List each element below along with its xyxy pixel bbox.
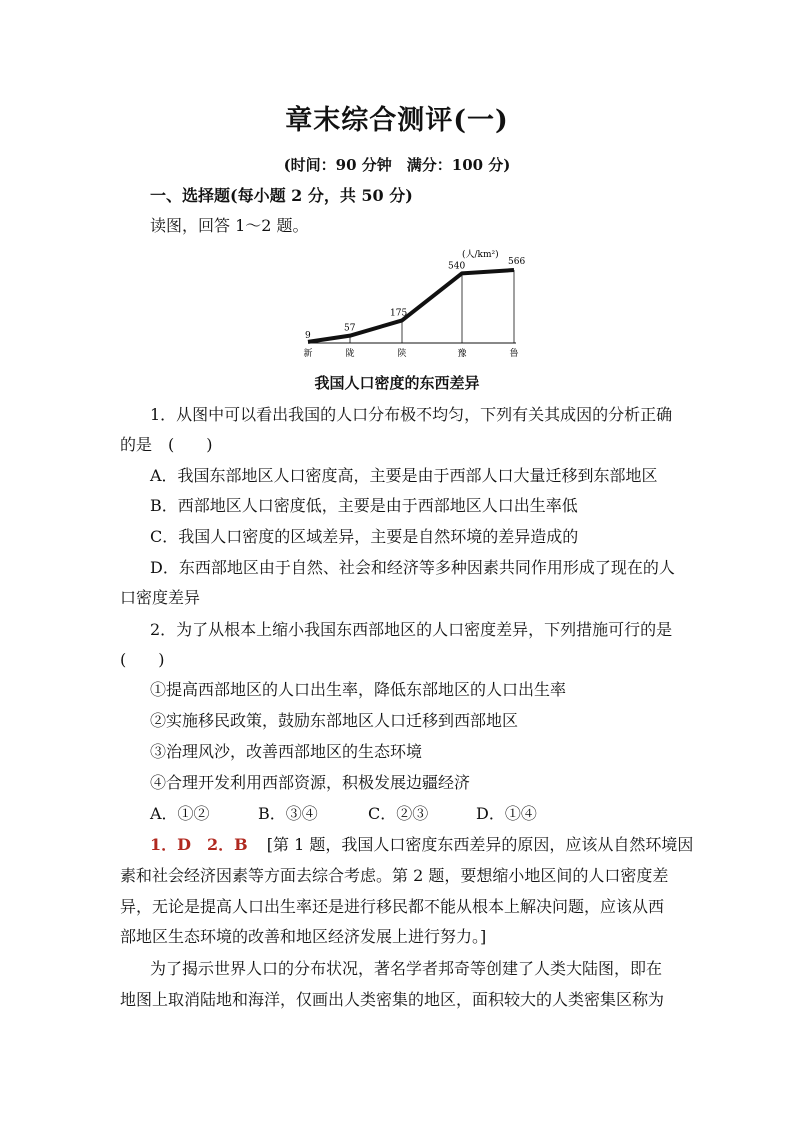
chart-caption: 我国人口密度的东西差异	[314, 374, 480, 392]
passage-line1: 为了揭示世界人口的分布状况，著名学者邦奇等创建了人类大陆图，即在	[150, 959, 663, 978]
q2-option-c: C．②③	[368, 804, 429, 823]
q2-item-4: ④合理开发利用西部资源，积极发展边疆经济	[150, 773, 471, 792]
q2-stem-line2: ( )	[120, 650, 165, 669]
page-title: 章末综合测评(一)	[285, 105, 509, 136]
data-label-4: 566	[508, 257, 526, 267]
answer-line1	[150, 834, 693, 856]
answer-explanation-line3: 异，无论是提高人口出生率还是进行移民都不能从根本上解决问题，应该从西	[120, 897, 665, 916]
population-density-chart	[300, 244, 536, 364]
answer-explanation-line2: 素和社会经济因素等方面去综合考虑。第 2 题，要想缩小地区间的人口密度差	[120, 866, 669, 885]
q1-stem-line1: 1．从图中可以看出我国的人口分布极不均匀，下列有关其成因的分析正确	[150, 405, 673, 424]
q2-option-b: B．③④	[258, 804, 318, 823]
category-label-1: 陇	[345, 349, 355, 359]
q1-option-c: C．我国人口密度的区域差异，主要是自然环境的差异造成的	[150, 527, 579, 546]
answer-key: 1．D 2．B	[150, 835, 248, 854]
q1-option-d-line1: D．东西部地区由于自然、社会和经济等多种因素共同作用形成了现在的人	[150, 558, 675, 577]
passage-line2: 地图上取消陆地和海洋，仅画出人类密集的地区，面积较大的人类密集区称为	[120, 990, 665, 1009]
category-label-2: 陕	[397, 349, 407, 359]
y-axis-label: (人/km²)	[462, 250, 499, 260]
q2-item-2: ②实施移民政策，鼓励东部地区人口迁移到西部地区	[150, 711, 519, 730]
q2-item-3: ③治理风沙，改善西部地区的生态环境	[150, 742, 423, 761]
page-subtitle: (时间：90 分钟 满分：100 分)	[283, 156, 511, 174]
q1-option-a: A．我国东部地区人口密度高，主要是由于西部人口大量迁移到东部地区	[150, 466, 658, 485]
data-label-1: 57	[344, 323, 356, 334]
density-series-line	[308, 270, 514, 342]
q1-option-d-line2: 口密度差异	[120, 588, 201, 607]
category-label-3: 豫	[457, 349, 467, 359]
q2-item-1: ①提高西部地区的人口出生率，降低东部地区的人口出生率	[150, 680, 567, 699]
q1-option-b: B．西部地区人口密度低，主要是由于西部地区人口出生率低	[150, 496, 578, 515]
q2-option-a: A．①②	[150, 804, 210, 823]
category-label-0: 新	[303, 349, 313, 359]
answer-explanation-line4: 部地区生态环境的改善和地区经济发展上进行努力。]	[120, 927, 487, 946]
q2-option-d: D．①④	[476, 804, 537, 823]
data-label-2: 175	[390, 308, 408, 319]
data-label-3: 540	[448, 261, 466, 272]
category-label-4: 鲁	[509, 349, 519, 359]
section-heading: 一、选择题(每小题 2 分，共 50 分)	[150, 186, 413, 205]
q1-stem-line2: 的是 ( )	[120, 435, 213, 454]
data-label-0: 9	[305, 330, 311, 341]
answer-explanation-line1: [第 1 题，我国人口密度东西差异的原因，应该从自然环境因	[266, 835, 694, 854]
question-intro: 读图，回答 1～2 题。	[150, 216, 309, 235]
q2-stem-line1: 2．为了从根本上缩小我国东西部地区的人口密度差异，下列措施可行的是	[150, 620, 673, 639]
